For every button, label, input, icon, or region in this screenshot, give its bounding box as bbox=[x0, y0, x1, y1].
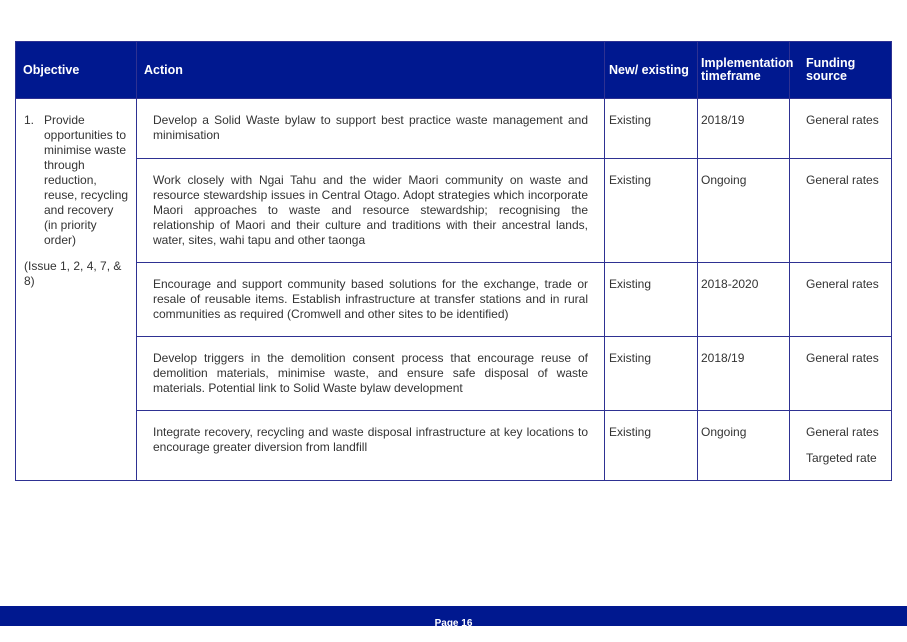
status-cell: Existing bbox=[605, 99, 698, 159]
table-row bbox=[16, 159, 892, 263]
timeframe-cell: 2018-2020 bbox=[698, 263, 790, 337]
header-funding: Funding source bbox=[790, 42, 892, 99]
timeframe-cell: Ongoing bbox=[698, 411, 790, 481]
action-cell: Develop triggers in the demolition consent process that encourage reuse of demolition materials, minimise waste, and ensure safe disposal of waste materials. Potential link to Solid Waste bylaw development bbox=[137, 337, 605, 411]
header-new-existing: New/ existing bbox=[605, 42, 698, 99]
page-footer bbox=[0, 606, 907, 629]
funding-cell bbox=[790, 99, 892, 159]
page-number: Page 16 bbox=[434, 618, 473, 629]
funding-source: General rates bbox=[806, 113, 879, 127]
funding-cell bbox=[790, 337, 892, 411]
status-cell: Existing bbox=[605, 159, 698, 263]
status-cell: Existing bbox=[605, 411, 698, 481]
objective-item bbox=[24, 113, 130, 248]
action-cell: Encourage and support community based solutions for the exchange, trade or resale of reusable items. Establish infrastructure at transfer stations and in rural communities as required (Cromwell and other sites to be identified) bbox=[137, 263, 605, 337]
funding-source: General rates bbox=[806, 351, 879, 365]
action-cell: Develop a Solid Waste bylaw to support best practice waste management and minimisation bbox=[137, 99, 605, 159]
status-cell: Existing bbox=[605, 337, 698, 411]
timeframe-cell: Ongoing bbox=[698, 159, 790, 263]
table-row bbox=[16, 411, 892, 481]
action-cell: Integrate recovery, recycling and waste disposal infrastructure at key locations to encourage greater diversion from landfill bbox=[137, 411, 605, 481]
funding-source: General rates bbox=[806, 425, 879, 439]
timeframe-cell: 2018/19 bbox=[698, 99, 790, 159]
header-objective: Objective bbox=[16, 42, 137, 99]
table-row bbox=[16, 99, 892, 159]
table-row bbox=[16, 263, 892, 337]
funding-cell bbox=[790, 159, 892, 263]
header-timeframe: Implementation timeframe bbox=[698, 42, 790, 99]
funding-source: General rates bbox=[806, 277, 879, 291]
objective-text: Provide opportunities to minimise waste through reduction, reuse, recycling and recovery (in priority order) bbox=[44, 113, 129, 247]
table-header-row bbox=[16, 42, 892, 99]
objective-cell bbox=[16, 99, 137, 481]
status-cell: Existing bbox=[605, 263, 698, 337]
funding-source: General rates bbox=[806, 173, 879, 187]
table-row bbox=[16, 337, 892, 411]
funding-cell bbox=[790, 263, 892, 337]
funding-cell bbox=[790, 411, 892, 481]
funding-source: Targeted rate bbox=[806, 451, 877, 465]
action-cell: Work closely with Ngai Tahu and the wider Maori community on waste and resource stewardship issues in Central Otago. Adopt strategies which incorporate Maori approaches to waste and resource stewardship; recognising the relationship of Maori and their culture and traditions with their ancestral lands, water, sites, wahi tapu and other taonga bbox=[137, 159, 605, 263]
waste-action-plan-table bbox=[15, 41, 892, 481]
objective-issues: (Issue 1, 2, 4, 7, & 8) bbox=[24, 259, 122, 288]
objective-number: 1. bbox=[24, 113, 35, 127]
timeframe-cell: 2018/19 bbox=[698, 337, 790, 411]
header-action: Action bbox=[137, 42, 605, 99]
